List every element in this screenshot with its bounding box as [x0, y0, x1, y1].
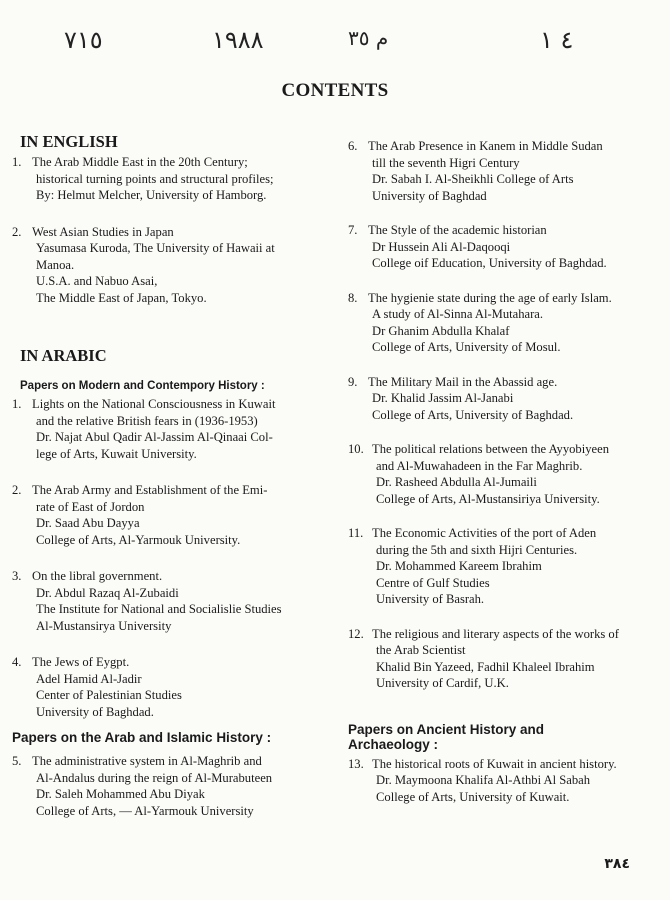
entry-number: 7. [348, 223, 358, 237]
entry-line: The Jews of Eygpt. [32, 655, 130, 669]
entry-line: Dr. Saleh Mohammed Abu Diyak [36, 787, 205, 801]
entry-line: College of Arts, University of Baghdad. [372, 407, 574, 422]
entry-line: College of Arts, Al-Mustansiriya University. [376, 491, 600, 506]
toc-entry [12, 224, 322, 307]
page-number: ٣٨٤ [604, 856, 630, 872]
toc-entry [348, 756, 656, 806]
entry-number: 11. [348, 526, 364, 540]
entry-number: 3. [12, 569, 22, 583]
page-title: CONTENTS [281, 80, 389, 101]
entry-line: University of Cardif, U.K. [376, 676, 509, 690]
entry-line: Dr. Mohammed Kareem Ibrahim [376, 559, 542, 573]
entry-line: The administrative system in Al-Maghrib and [32, 754, 262, 768]
toc-entry [348, 626, 656, 692]
entry-line: College of Arts, University of Kuwait. [376, 789, 570, 804]
toc-entry [348, 525, 656, 608]
entry-body [368, 290, 656, 356]
entry-line: Dr. Abdul Razaq Al-Zubaidi [36, 585, 179, 600]
entry-line: The Economic Activities of the port of Aden [372, 526, 597, 540]
entry-line: Manoa. [36, 257, 75, 272]
toc-entry [348, 441, 656, 507]
entry-number: 2. [12, 224, 22, 239]
entry-body [32, 753, 322, 819]
entry-line: The Military Mail in the Abassid age. [368, 374, 558, 389]
entry-body [32, 568, 322, 634]
entry-line: College of Arts, — Al-Yarmouk University [36, 803, 254, 818]
entry-line: Dr. Maymoona Khalifa Al-Athbi Al Sabah [376, 773, 591, 787]
entry-number: 6. [348, 139, 358, 153]
entry-body [368, 222, 656, 272]
subsection-heading-modern: Papers on Modern and Contempory History : [20, 380, 265, 392]
entry-body [368, 374, 656, 424]
entry-number: 4. [12, 655, 22, 669]
ancient-entries [348, 756, 656, 806]
handwritten-year: ١٩٨٨ [212, 26, 264, 54]
entry-line: during the 5th and sixth Hijri Centuries. [376, 542, 578, 557]
entry-line: Dr Hussein Ali Al-Daqooqi [372, 239, 511, 254]
entry-line: and the relative British fears in (1936-1953) [36, 413, 258, 428]
entry-number: 12. [348, 626, 364, 641]
entry-line: College of Arts, University of Mosul. [372, 340, 561, 354]
entry-line: The Arab Presence in Kanem in Middle Sudan [368, 139, 603, 153]
entry-body [32, 396, 322, 462]
entry-line: Centre of Gulf Studies [376, 575, 490, 590]
toc-entry [12, 482, 322, 548]
entry-line: The Institute for National and Socialislie Studies [36, 602, 282, 616]
toc-entry [12, 753, 322, 819]
entry-line: and Al-Muwahadeen in the Far Maghrib. [376, 458, 583, 473]
section-heading-arabic: IN ARABIC [20, 346, 107, 365]
english-entries [12, 154, 322, 306]
subsection-heading-ancient-1: Papers on Ancient History and [348, 721, 545, 737]
entry-line: till the seventh Higri Century [372, 155, 520, 170]
entry-line: The Arab Army and Establishment of the Emi- [32, 483, 268, 497]
toc-entry [12, 396, 322, 462]
entry-line: A study of Al-Sinna Al-Mutahara. [372, 307, 544, 321]
entry-body [372, 441, 656, 507]
entry-line: University of Basrah. [376, 592, 485, 606]
entry-body [32, 654, 322, 720]
entry-line: Dr. Khalid Jassim Al-Janabi [372, 391, 514, 405]
entry-line: The Middle East of Japan, Tokyo. [36, 290, 207, 305]
entry-line: The Style of the academic historian [368, 223, 547, 237]
entry-line: Dr Ghanim Abdulla Khalaf [372, 323, 510, 338]
left-column [12, 132, 322, 819]
entry-line: The Arab Middle East in the 20th Century; [32, 155, 248, 169]
entry-line: historical turning points and structural profiles; [36, 171, 274, 186]
entry-body [32, 482, 322, 548]
entry-number: 5. [12, 754, 22, 768]
toc-entry [12, 154, 322, 204]
entry-line: The political relations between the Ayyobiyeen [372, 442, 609, 456]
entry-line: On the libral government. [32, 569, 163, 583]
entry-line: Dr. Saad Abu Dayya [36, 516, 140, 530]
entry-number: 13. [348, 756, 364, 771]
entry-line: College oif Education, University of Baghdad. [372, 256, 607, 270]
entry-body [32, 224, 322, 307]
subsection-heading-islamic: Papers on the Arab and Islamic History : [12, 730, 272, 745]
entry-line: University of Baghdad [372, 188, 487, 203]
subsection-heading-ancient-2: Archaeology : [348, 736, 439, 752]
entry-line: West Asian Studies in Japan [32, 224, 174, 239]
handwritten-mark-1: ٧١٥ [64, 26, 103, 54]
entry-line: The historical roots of Kuwait in ancient history. [372, 756, 617, 771]
entry-line: rate of East of Jordon [36, 499, 145, 514]
toc-entry [348, 222, 656, 272]
right-entries [348, 138, 656, 692]
section-heading-english: IN ENGLISH [20, 132, 118, 151]
entry-body [32, 154, 322, 204]
entry-number: 10. [348, 442, 364, 456]
entry-line: Adel Hamid Al-Jadir [36, 671, 142, 686]
entry-line: lege of Arts, Kuwait University. [36, 446, 197, 461]
entry-number: 1. [12, 155, 22, 169]
entry-line: Al-Andalus during the reign of Al-Murabuteen [36, 770, 273, 785]
toc-entry [12, 568, 322, 634]
entry-number: 8. [348, 290, 358, 305]
entry-body [368, 138, 656, 204]
toc-entry [348, 290, 656, 356]
entry-line: By: Helmut Melcher, University of Hamborg. [36, 188, 267, 202]
entry-line: Al-Mustansirya University [36, 618, 172, 633]
toc-entry [12, 654, 322, 720]
entry-line: The religious and literary aspects of the works of [372, 626, 619, 641]
entry-number: 2. [12, 483, 22, 497]
handwritten-mark-2: ٤ ١ [540, 26, 574, 54]
islamic-entries [12, 753, 322, 819]
entry-body [372, 626, 656, 692]
entry-line: College of Arts, Al-Yarmouk University. [36, 532, 241, 547]
toc-entry [348, 374, 656, 424]
entry-line: University of Baghdad. [36, 704, 154, 719]
entry-line: the Arab Scientist [376, 643, 466, 657]
entry-line: Khalid Bin Yazeed, Fadhil Khaleel Ibrahim [376, 659, 595, 674]
toc-entry [348, 138, 656, 204]
entry-body [372, 525, 656, 608]
entry-number: 9. [348, 374, 358, 389]
handwritten-issue: م ٣٥ [348, 26, 389, 50]
modern-entries [12, 396, 322, 720]
entry-line: Dr. Najat Abul Qadir Al-Jassim Al-Qinaai Col- [36, 430, 273, 444]
entry-line: Dr. Sabah I. Al-Sheikhli College of Arts [372, 172, 574, 186]
entry-line: The hygienie state during the age of early Islam. [368, 290, 612, 305]
entry-line: U.S.A. and Nabuo Asai, [36, 274, 158, 288]
entry-body [372, 756, 656, 806]
entry-number: 1. [12, 397, 22, 411]
entry-line: Yasumasa Kuroda, The University of Hawaii at [36, 241, 275, 255]
entry-line: Lights on the National Consciousness in Kuwait [32, 397, 276, 411]
right-column [348, 138, 656, 805]
entry-line: Dr. Rasheed Abdulla Al-Jumaili [376, 475, 537, 489]
entry-line: Center of Palestinian Studies [36, 688, 182, 702]
